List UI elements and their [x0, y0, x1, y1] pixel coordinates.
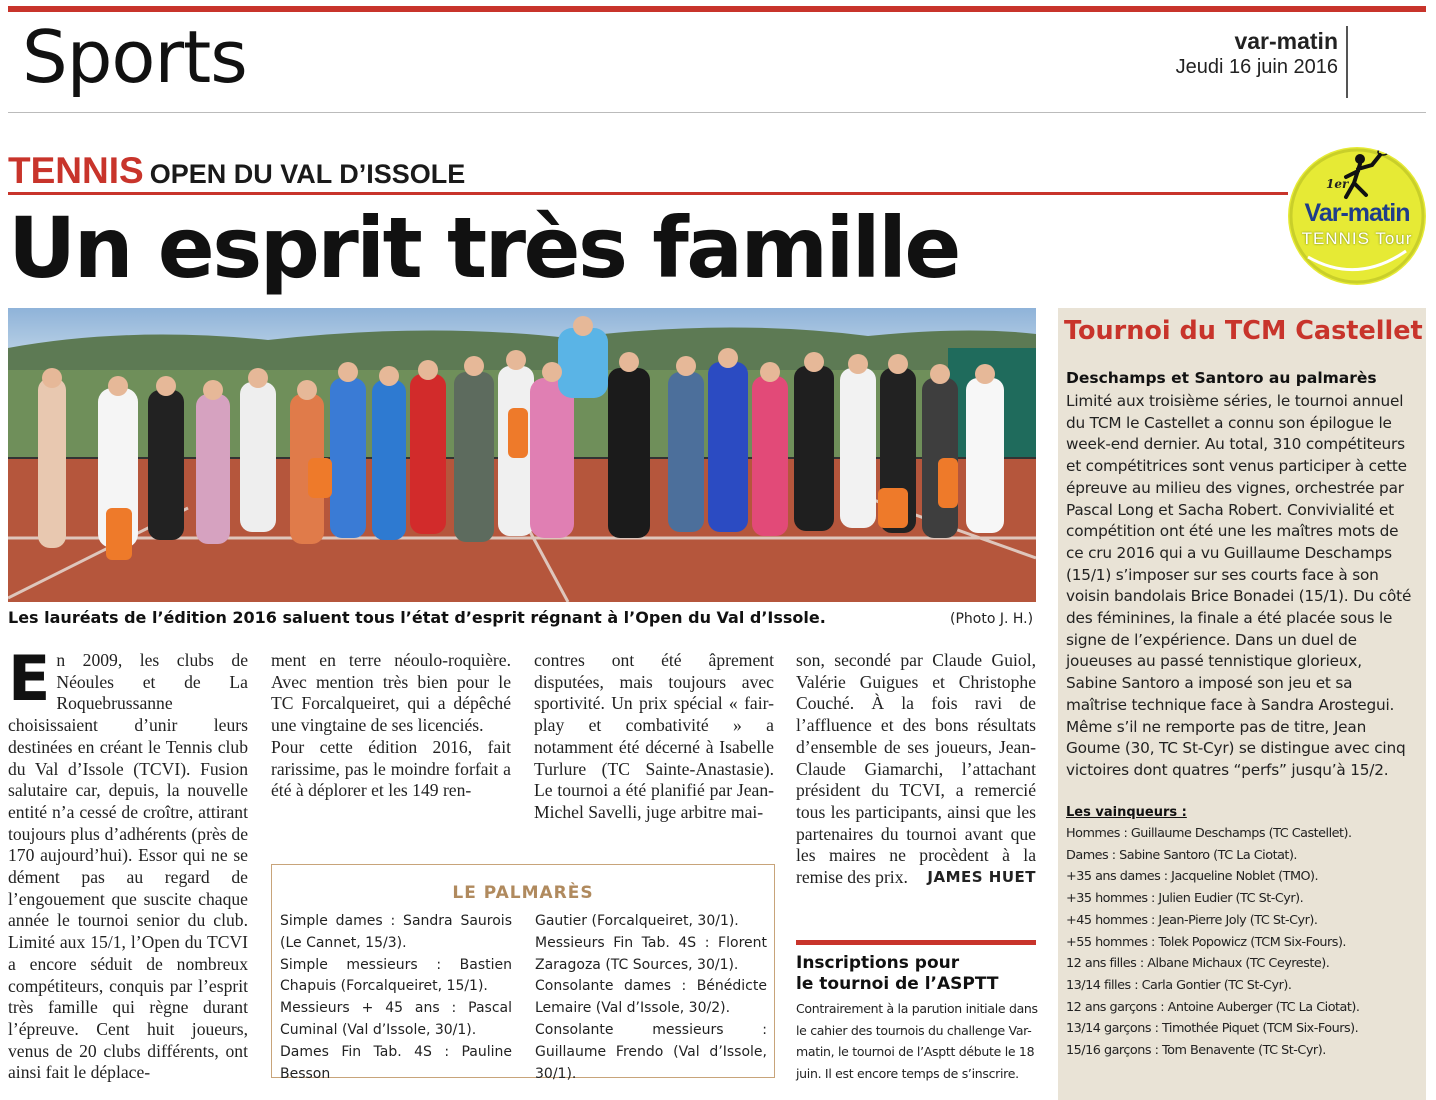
column-4-text	[796, 650, 1036, 889]
logo-edition: 1er	[1326, 177, 1349, 191]
winner-item: +35 hommes : Julien Eudier (TC St-Cyr).	[1066, 891, 1304, 907]
palmares-entry: Simple dames : Sandra Saurois (Le Cannet, 15/3).	[280, 913, 512, 951]
author-signature: JAMES HUET	[927, 868, 1036, 887]
winner-item: +45 hommes : Jean-Pierre Joly (TC St-Cyr).	[1066, 912, 1318, 928]
winner-item: 12 ans garçons : Antoine Auberger (TC La Ciotat).	[1066, 999, 1360, 1015]
article-headline: Un esprit très famille	[8, 199, 959, 297]
palmares-entry: Messieurs + 45 ans : Pascal Cuminal (Val d’Issole, 30/1).	[280, 1000, 512, 1038]
inscriptions-title-line-2: le tournoi de l’ASPTT	[796, 974, 999, 994]
inscriptions-title	[796, 953, 998, 995]
column-2-paragraph-2: Pour cette édition 2016, fait rarissime, pas le moindre forfait a été à déplorer et les 149 ren-	[271, 736, 511, 801]
top-red-bar	[8, 6, 1426, 12]
winner-item: +35 ans dames : Jacqueline Noblet (TMO).	[1066, 869, 1319, 885]
kicker-event: OPEN DU VAL D’ISSOLE	[149, 159, 466, 189]
photo-caption: Les lauréats de l’édition 2016 saluent tous l’état d’esprit régnant à l’Open du Val d’Issole.	[8, 608, 826, 627]
kicker-sport: TENNIS	[8, 150, 144, 191]
header-rule	[8, 112, 1426, 113]
photo-credit: (Photo J. H.)	[950, 611, 1034, 627]
winner-item: Hommes : Guillaume Deschamps (TC Castellet).	[1066, 826, 1352, 841]
group-photo	[8, 308, 1036, 602]
section-title: Sports	[22, 15, 247, 99]
winners-list	[1066, 823, 1359, 1062]
kicker-rule	[8, 192, 1288, 195]
palmares-entry: Consolante dames : Bénédicte Lemaire (Val d’Issole, 30/2).	[535, 978, 767, 1017]
palmares-entry: Messieurs Fin Tab. 4S : Florent Zaragoza (TC Sources, 30/1).	[535, 934, 767, 973]
logo-tour: TENNIS Tour	[1301, 229, 1413, 248]
masthead	[1176, 28, 1338, 80]
column-2-paragraph-1: ment en terre néoulo-roquière. Avec mention très bien pour le TC Forcalqueiret, qui a dépêché une vingtaine de ses licenciés.	[271, 650, 511, 736]
palmares-box	[271, 864, 775, 1082]
sidebar-castellet	[1058, 308, 1426, 1100]
palmares-column-1	[280, 911, 512, 1085]
inscriptions-rule	[796, 940, 1036, 945]
winner-item: +55 hommes : Tolek Popowicz (TCM Six-Fours).	[1066, 934, 1347, 950]
palmares-entry: Gautier (Forcalqueiret, 30/1).	[535, 913, 739, 929]
sidebar-body-text: Limité aux troisième séries, le tournoi annuel du TCM le Castellet a connu son épilogue le week-end dernier. Au total, 310 compétiteurs et compétitrices sont venus participer à cette épreuve au milieu des vignes, orchestrée par Pascal Long et Sacha Robert. Convivialité et compétition ont été une les maîtres mots de ce cru 2016 qui a vu Guillaume Deschamps (15/1) s’imposer sur ses courts face à son voisin bandolais Brice Bonadei (15/1). Du côté des féminines, la finale a été placée sous le signe de l’expérience. Dans un duel de joueuses au passé tennistique glorieux, Sabine Santoro a imposé son jeu et sa maîtrise technique face à Sandra Arostegui. Même s’il ne remporte pas de titre, Jean Goume (30, TC St-Cyr) se distingue avec cinq victoires dont quatres “perfs” jusqu’à 15/2.	[1066, 392, 1412, 779]
masthead-divider	[1346, 26, 1348, 98]
palmares-column-2	[535, 911, 767, 1085]
article-column-1	[8, 642, 248, 1084]
palmares-entry: Dames Fin Tab. 4S : Pauline Besson	[280, 1043, 512, 1082]
palmares-entry: Consolante messieurs : Guillaume Frendo (Val d’Issole, 30/1).	[535, 1021, 767, 1082]
winner-item: 12 ans filles : Albane Michaux (TC Ceyreste).	[1066, 956, 1330, 972]
logo-brand: Var-matin	[1304, 199, 1410, 227]
issue-date: Jeudi 16 juin 2016	[1175, 56, 1338, 78]
column-3-text: contres ont été âprement disputées, mais toujours avec sportivité. Un prix spécial « fair-play et combativité » a notamment été décerné à Isabelle Turlure (TC Sainte-Anastasie). Le tournoi a été planifié par Jean-Michel Savelli, juge arbitre mai-	[534, 650, 774, 822]
sidebar-body	[1066, 391, 1416, 782]
sidebar-subtitle: Deschamps et Santoro au palmarès	[1066, 369, 1377, 387]
column-1-text: n 2009, les clubs de Néoules et de La Roquebrussanne choisissaient d’unir leurs destinées en créant le Tennis club du Val d’Issole (TCVI). Fusion salutaire car, depuis, la nouvelle entité n’a cessé de croître, attirant toujours plus d’adhérents (près de 170 aujourd’hui). Essor qui ne se dément pas au regard de l’engouement que suscite chaque année le tournoi senior du club. Limité aux 15/1, l’Open du TCVI a encore séduit de nombreux compétiteurs, conquis par l’esprit très famille qui règne durant l’épreuve. Cent huit joueurs, venus de 20 clubs différents, ont ainsi fait le déplace-	[8, 650, 248, 1083]
article-column-2	[271, 650, 511, 802]
sidebar-title: Tournoi du TCM Castellet	[1064, 316, 1423, 346]
palmares-title: LE PALMARÈS	[452, 883, 594, 903]
winners-heading: Les vainqueurs :	[1066, 805, 1187, 820]
winner-item: Dames : Sabine Santoro (TC La Ciotat).	[1066, 847, 1298, 863]
publication-name: var-matin	[1234, 28, 1338, 54]
drop-cap: E	[8, 642, 51, 715]
inscriptions-title-line-1: Inscriptions pour	[796, 953, 960, 973]
winner-item: 13/14 filles : Carla Gontier (TC St-Cyr).	[1066, 977, 1292, 993]
tennis-tour-logo	[1288, 147, 1426, 285]
article-column-4	[796, 650, 1036, 889]
palmares-entry: Simple messieurs : Bastien Chapuis (Forcalqueiret, 15/1).	[280, 956, 512, 995]
winner-item: 15/16 garçons : Tom Benavente (TC St-Cyr).	[1066, 1043, 1326, 1059]
article-kicker	[8, 150, 465, 195]
inscriptions-body: Contrairement à la parution initiale dans le cahier des tournois du challenge Var-matin, le tournoi de l’Asptt débute le 18 juin. Il est encore temps de s’inscrire.	[796, 1001, 1038, 1081]
article-column-3	[534, 650, 774, 824]
winner-item: 13/14 garçons : Timothée Piquet (TCM Six-Fours).	[1066, 1021, 1359, 1037]
column-4-body: son, secondé par Claude Guiol, Valérie Guigues et Christophe Couché. À la fois ravi de l’affluence et des bons résultats d’ensemble de ses joueurs, Jean-Claude Giamarchi, l’attachant président du TCVI, a remercié tous les participants, ainsi que les partenaires du tournoi avant que les maires ne procèdent à la remise des prix.	[796, 650, 1036, 888]
group-photo-image	[8, 308, 1036, 602]
